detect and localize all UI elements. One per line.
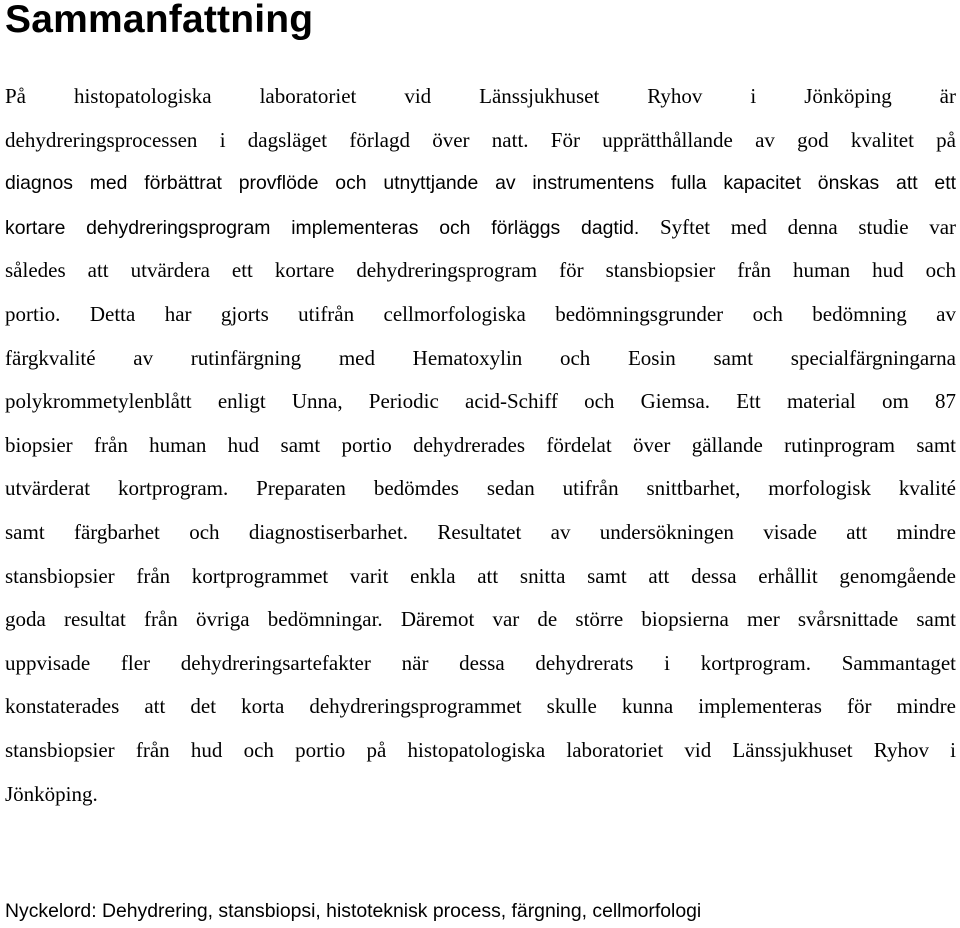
abstract-line: dehydreringsprocessen i dagsläget förlagd över natt. För upprätthållande av god kvalitet på	[5, 127, 956, 152]
abstract-line: diagnos med förbättrat provflöde och utnyttjande av instrumentens fulla kapacitet önskas att ett	[5, 172, 956, 195]
abstract-line: Jönköping.	[5, 781, 98, 806]
abstract-line-part: kortare dehydreringsprogram implementeras och förläggs dagtid.	[5, 216, 640, 239]
abstract-line: polykrommetylenblått enligt Unna, Periodic acid-Schiff och Giemsa. Ett material om 87	[5, 389, 956, 414]
abstract-line: biopsier från human hud samt portio dehydrerades fördelat över gällande rutinprogram samt	[5, 432, 956, 457]
abstract-line: färgkvalité av rutinfärgning med Hematoxylin och Eosin samt specialfärgningarna	[5, 345, 956, 370]
abstract-line: stansbiopsier från kortprogrammet varit enkla att snitta samt att dessa erhållit genomgående	[5, 563, 956, 588]
abstract-line	[5, 293, 956, 337]
abstract-line: På histopatologiska laboratoriet vid Länssjukhuset Ryhov i Jönköping är	[5, 84, 956, 108]
section-heading: Sammanfattning	[5, 0, 314, 41]
abstract-line: konstaterades att det korta dehydreringsprogrammet skulle kunna implementeras för mindre	[5, 694, 956, 719]
abstract-line: samt färgbarhet och diagnostiserbarhet. Resultatet av undersökningen visade att mindre	[5, 519, 956, 544]
abstract-line: utvärderat kortprogram. Preparaten bedömdes sedan utifrån snittbarhet, morfologisk kvalité	[5, 476, 956, 501]
abstract-line: goda resultat från övriga bedömningar. Däremot var de större biopsierna mer svårsnittade samt	[5, 607, 956, 632]
abstract-line	[5, 206, 956, 250]
abstract-line-part: portio.	[5, 301, 61, 326]
abstract-line-part: Detta har gjorts utifrån cellmorfologiska bedömningsgrunder och bedömning av	[89, 301, 957, 326]
abstract-body	[5, 75, 956, 816]
abstract-line: således att utvärdera ett kortare dehydreringsprogram för stansbiopsier från human hud och	[5, 258, 956, 283]
abstract-line-part: Syftet med denna studie var	[659, 214, 957, 239]
abstract-line: uppvisade fler dehydreringsartefakter när dessa dehydrerats i kortprogram. Sammantaget	[5, 650, 956, 675]
abstract-line: stansbiopsier från hud och portio på histopatologiska laboratoriet vid Länssjukhuset Ryhov i	[5, 737, 956, 762]
keywords: Nyckelord: Dehydrering, stansbiopsi, histoteknisk process, färgning, cellmorfologi	[5, 900, 702, 922]
